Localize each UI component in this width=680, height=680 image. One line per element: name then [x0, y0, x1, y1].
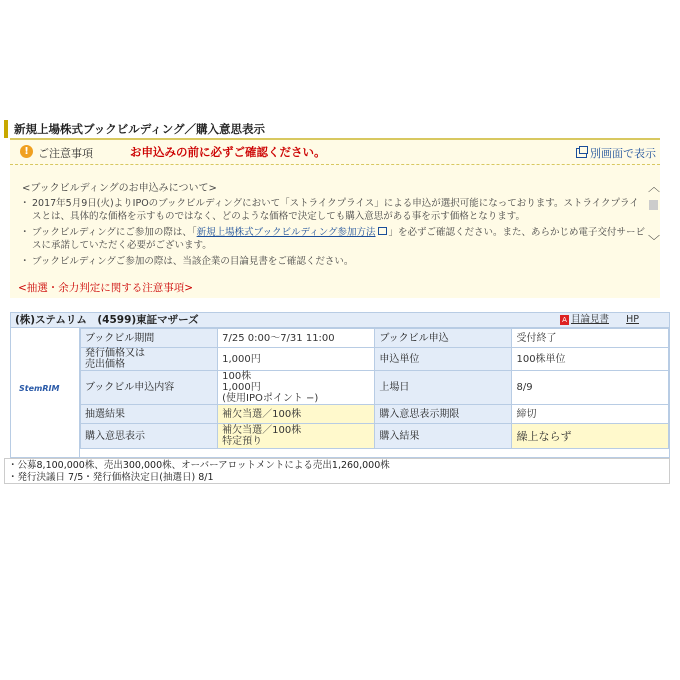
page-title: 新規上場株式ブックビルディング／購入意思表示 — [4, 120, 670, 138]
value-cell: 補欠当選／100株 — [218, 405, 375, 424]
label-cell: 発行価格又は 売出価格 — [81, 348, 218, 371]
value-cell: 8/9 — [512, 371, 669, 405]
prospectus-label: 目論見書 — [570, 314, 609, 325]
label-cell: 申込単位 — [375, 348, 512, 371]
value-cell: 100株単位 — [512, 348, 669, 371]
notice-list — [10, 197, 646, 268]
notice-item-text: 」を必ずご確認ください。また、あらかじめ電子交付サービスに承諾していただく必要がございます。 — [32, 227, 646, 251]
notice-item: ・ 2017年5月9日(火)よりIPOのブックビルディングにおいて「ストライクプライス」による申込が選択可能になっております。ストライクプライスとは、具体的な価格を示すものではなく、どのような価格で決定しても購入意思がある事を示す価格となります。 — [22, 197, 646, 223]
open-in-new-window-link[interactable] — [576, 145, 656, 161]
value-cell: 補欠当選／100株 特定預り — [218, 424, 375, 449]
value-cell: 100株 1,000円 (使用IPOポイント −) — [218, 371, 375, 405]
stock-name: (株)ステムリム (4599)東証マザーズ — [15, 314, 199, 326]
value-cell: 受付終了 — [512, 329, 669, 348]
table-row — [81, 371, 669, 405]
prospectus-link[interactable] — [560, 313, 609, 327]
pdf-icon: A — [560, 315, 569, 325]
hp-link[interactable]: HP — [626, 314, 639, 325]
notice-item — [22, 226, 646, 252]
notice-heading: <ブックビルディングのお申込みについて> — [22, 183, 217, 194]
note-line: ・公募8,100,000株、売出300,000株、オーバーアロットメントによる売出1,260,000株 — [8, 460, 390, 471]
table-row — [81, 348, 669, 371]
value-cell: 繰上ならず — [512, 424, 669, 449]
label-cell: ブックビル申込 — [375, 329, 512, 348]
table-row — [81, 329, 669, 348]
company-logo: StemRIM — [19, 384, 60, 393]
notice-warning: お申込みの前に必ずご確認ください。 — [130, 145, 326, 159]
value-cell: 1,000円 — [218, 348, 375, 371]
warning-icon: ! — [20, 145, 33, 158]
notice-scroll-area[interactable] — [10, 166, 646, 270]
value-cell: 7/25 0:00〜7/31 11:00 — [218, 329, 375, 348]
new-window-icon — [576, 148, 587, 158]
label-cell: ブックビル期間 — [81, 329, 218, 348]
scroll-thumb[interactable] — [649, 200, 658, 210]
label-cell: 購入意思表示期限 — [375, 405, 512, 424]
popup-link-label: 別画面で表示 — [590, 147, 656, 160]
stock-panel — [10, 312, 670, 458]
label-cell: ブックビル申込内容 — [81, 371, 218, 405]
table-row — [81, 405, 669, 424]
scrollbar[interactable] — [646, 166, 660, 270]
lottery-notice-link[interactable]: <抽選・余力判定に関する注意事項> — [18, 282, 194, 294]
label-cell: 上場日 — [375, 371, 512, 405]
logo-cell — [11, 328, 80, 457]
note-line: ・発行決議日 7/5・発行価格決定日(抽選日) 8/1 — [8, 472, 214, 483]
notice-item-text: ブックビルディングにご参加の際は、「 — [32, 227, 197, 238]
stock-header — [11, 313, 669, 328]
notice-header — [10, 140, 660, 165]
table-row — [81, 424, 669, 449]
bookbuilding-guide-link[interactable]: 新規上場株式ブックビルディング参加方法 — [196, 227, 376, 238]
scroll-down-icon[interactable]: ﹀ — [648, 234, 661, 248]
notice-label: ご注意事項 — [38, 147, 93, 160]
notice-box — [10, 138, 660, 298]
stock-info-table — [80, 328, 669, 449]
scroll-up-icon[interactable]: ︿ — [648, 180, 661, 194]
label-cell: 購入結果 — [375, 424, 512, 449]
label-cell: 抽選結果 — [81, 405, 218, 424]
notice-item: ・ ブックビルディングご参加の際は、当該企業の目論見書をご確認ください。 — [22, 255, 646, 268]
new-window-icon — [378, 227, 387, 235]
value-cell: 締切 — [512, 405, 669, 424]
label-cell: 購入意思表示 — [81, 424, 218, 449]
notes-box — [4, 458, 670, 484]
